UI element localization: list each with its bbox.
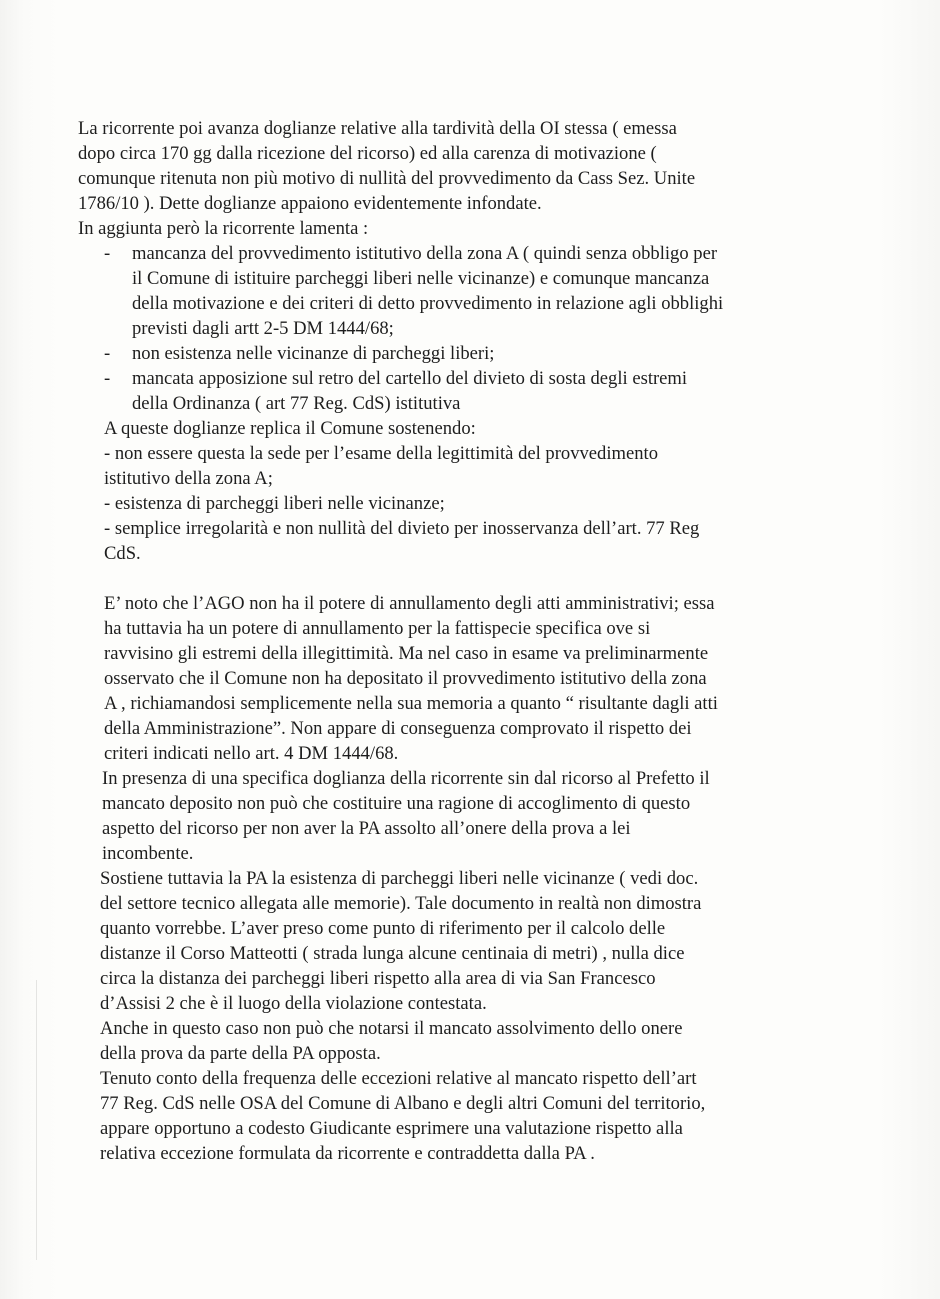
- text-line: della prova da parte della PA opposta.: [100, 1043, 381, 1064]
- text-line: della Amministrazione”. Non appare di conseguenza comprovato il rispetto dei: [104, 718, 692, 739]
- text-line: A , richiamandosi semplicemente nella sua memoria a quanto “ risultante dagli atti: [104, 693, 718, 714]
- list-item-line: della Ordinanza ( art 77 Reg. CdS) istitutiva: [132, 393, 461, 414]
- list-item-line: mancanza del provvedimento istitutivo della zona A ( quindi senza obbligo per: [132, 243, 718, 264]
- text-line: quanto vorrebbe. L’aver preso come punto di riferimento per il calcolo delle: [100, 918, 666, 939]
- text-line: - esistenza di parcheggi liberi nelle vicinanze;: [104, 493, 445, 514]
- text-line: criteri indicati nello art. 4 DM 1444/68.: [104, 743, 399, 764]
- text-line: E’ noto che l’AGO non ha il potere di annullamento degli atti amministrativi; essa: [104, 593, 715, 614]
- text-line: del settore tecnico allegata alle memorie). Tale documento in realtà non dimostra: [100, 893, 702, 914]
- text-line: 1786/10 ). Dette doglianze appaiono evidentemente infondate.: [78, 193, 542, 214]
- text-line: Sostiene tuttavia la PA la esistenza di parcheggi liberi nelle vicinanze ( vedi doc.: [100, 868, 699, 889]
- text-line: La ricorrente poi avanza doglianze relative alla tardività della OI stessa ( emessa: [78, 118, 677, 139]
- text-line: dopo circa 170 gg dalla ricezione del ricorso) ed alla carenza di motivazione (: [78, 143, 657, 164]
- text-line: In aggiunta però la ricorrente lamenta :: [78, 218, 369, 239]
- text-line: 77 Reg. CdS nelle OSA del Comune di Albano e degli altri Comuni del territorio,: [100, 1093, 706, 1114]
- text-line: - non essere questa la sede per l’esame della legittimità del provvedimento: [104, 443, 658, 464]
- text-line: Anche in questo caso non può che notarsi il mancato assolvimento dello onere: [100, 1018, 683, 1039]
- text-line: comunque ritenuta non più motivo di nullità del provvedimento da Cass Sez. Unite: [78, 168, 696, 189]
- list-item-line: il Comune di istituire parcheggi liberi nelle vicinanze) e comunque mancanza: [132, 268, 710, 289]
- text-line: In presenza di una specifica doglianza della ricorrente sin dal ricorso al Prefetto il: [102, 768, 710, 789]
- list-bullet: -: [104, 343, 111, 364]
- text-line: appare opportuno a codesto Giudicante esprimere una valutazione rispetto alla: [100, 1118, 683, 1139]
- list-item-line: non esistenza nelle vicinanze di parcheggi liberi;: [132, 343, 495, 364]
- list-item-line: previsti dagli artt 2-5 DM 1444/68;: [132, 318, 394, 339]
- text-line: ha tuttavia ha un potere di annullamento per la fattispecie specifica ove si: [104, 618, 651, 639]
- text-line: A queste doglianze replica il Comune sostenendo:: [104, 418, 476, 439]
- text-line: - semplice irregolarità e non nullità del divieto per inosservanza dell’art. 77 Reg: [104, 518, 700, 539]
- list-bullet: -: [104, 368, 111, 389]
- text-line: CdS.: [104, 543, 141, 564]
- list-item-line: mancata apposizione sul retro del cartello del divieto di sosta degli estremi: [132, 368, 688, 389]
- text-line: osservato che il Comune non ha depositato il provvedimento istitutivo della zona: [104, 668, 707, 689]
- text-line: circa la distanza dei parcheggi liberi rispetto alla area di via San Francesco: [100, 968, 656, 989]
- text-line: incombente.: [102, 843, 194, 864]
- text-line: aspetto del ricorso per non aver la PA assolto all’onere della prova a lei: [102, 818, 631, 839]
- text-line: d’Assisi 2 che è il luogo della violazione contestata.: [100, 993, 487, 1014]
- text-line: ravvisino gli estremi della illegittimità. Ma nel caso in esame va preliminarmente: [104, 643, 709, 664]
- text-line: mancato deposito non può che costituire una ragione di accoglimento di questo: [102, 793, 691, 814]
- text-line: relativa eccezione formulata da ricorrente e contraddetta dalla PA .: [100, 1143, 595, 1164]
- text-line: Tenuto conto della frequenza delle eccezioni relative al mancato rispetto dell’art: [100, 1068, 697, 1089]
- text-line: distanze il Corso Matteotti ( strada lunga alcune centinaia di metri) , nulla dice: [100, 943, 685, 964]
- list-bullet: -: [104, 243, 111, 264]
- list-item-line: della motivazione e dei criteri di detto provvedimento in relazione agli obblighi: [132, 293, 724, 314]
- text-line: istitutivo della zona A;: [104, 468, 273, 489]
